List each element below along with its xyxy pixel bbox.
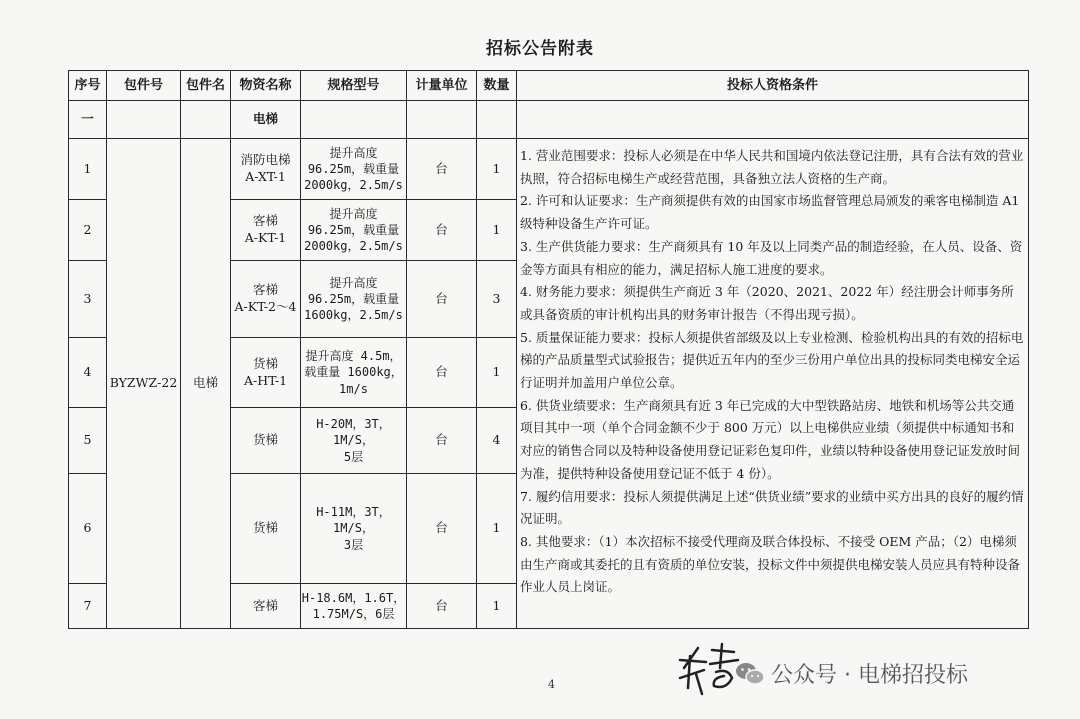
page-number: 4 [548,678,555,691]
section-name: 电梯 [231,101,301,139]
header-cell: 包件号 [107,71,181,101]
item-qty: 1 [477,474,517,584]
row-no: 2 [69,200,107,261]
bid-table [68,70,1029,629]
item-qty: 3 [477,261,517,338]
item-spec: 提升高度 96.25m，载重量 1600kg，2.5m/s [301,261,407,338]
qualification-item: 1. 营业范围要求：投标人必须是在中华人民共和国境内依法登记注册，具有合法有效的营业执照，符合招标电梯生产或经营范围，具备独立法人资格的生产商。 [520,148,1024,186]
header-row [69,71,1029,101]
qualification-item: 2. 许可和认证要求：生产商须提供有效的由国家市场监督管理总局颁发的乘客电梯制造 A1 级特种设备生产许可证。 [520,193,1020,232]
row-no: 6 [69,474,107,584]
header-cell: 规格型号 [301,71,407,101]
wechat-icon [735,661,765,687]
item-name: 货梯 [231,408,301,474]
header-cell: 物资名称 [231,71,301,101]
item-unit: 台 [407,408,477,474]
item-spec: 提升高度 4.5m， 载重量 1600kg， 1m/s [301,338,407,408]
header-cell: 包件名 [181,71,231,101]
qualification-item: 4. 财务能力要求：须提供生产商近 3 年（2020、2021、2022 年）经注册会计师事务所或具备资质的审计机构出具的财务审计报告（不得出现亏损）。 [520,284,1014,322]
header-cell: 计量单位 [407,71,477,101]
item-name: 客梯 A-KT-1 [231,200,301,261]
item-unit: 台 [407,139,477,200]
qualification-item: 3. 生产供货能力要求：生产商须具有 10 年及以上同类产品的制造经验，在人员、设备、资金等方面具有相应的能力，满足招标人施工进度的要求。 [520,238,1023,277]
row-no: 7 [69,584,107,629]
table-row [69,139,1029,200]
section-row [69,101,1029,139]
item-name: 消防电梯 A-XT-1 [231,139,301,200]
item-name: 货梯 [231,474,301,584]
item-unit: 台 [407,584,477,629]
header-cell: 数量 [477,71,517,101]
header-cell: 投标人资格条件 [517,71,1029,101]
item-spec: H-11M，3T，1M/S， 3层 [301,474,407,584]
qualification-item: 7. 履约信用要求：投标人须提供满足上述“供货业绩”要求的业绩中买方出具的良好的履约情况证明。 [520,488,1024,527]
item-spec: 提升高度 96.25m，载重量 2000kg，2.5m/s [301,200,407,261]
item-unit: 台 [407,474,477,584]
header-cell: 序号 [69,71,107,101]
qualifications-cell [517,139,1029,629]
item-spec: H-20M，3T，1M/S， 5层 [301,408,407,474]
item-qty: 1 [477,584,517,629]
item-spec: 提升高度 96.25m，载重量 2000kg，2.5m/s [301,139,407,200]
watermark [735,658,968,689]
section-no: 一 [69,101,107,139]
qualification-item: 8. 其他要求：（1）本次招标不接受代理商及联合体投标、不接受 OEM 产品；（2）电梯须由生产商或其委托的且有资质的单位安装，投标文件中须提供电梯安装人员应具有特种设备作业人员上岗证。 [520,533,1021,595]
item-qty: 4 [477,408,517,474]
item-name: 客梯 A-KT-2～4 [231,261,301,338]
row-no: 5 [69,408,107,474]
item-qty: 1 [477,139,517,200]
qualification-item: 6. 供货业绩要求：生产商须具有近 3 年已完成的大中型铁路站房、地铁和机场等公共交通项目其中一项（单个合同金额不少于 800 万元）以上电梯供应业绩（须提供中标通知书和对应的销售合同以及特种设备使用登记证彩色复印件，业绩以特种设备使用登记证发放时间为准，提供特种设备使用登记证不低于 4 份）。 [520,397,1021,481]
item-unit: 台 [407,261,477,338]
item-qty: 1 [477,200,517,261]
item-qty: 1 [477,338,517,408]
watermark-text: 公众号 · 电梯招投标 [771,663,968,688]
qualification-item: 5. 质量保证能力要求：投标人须提供省部级及以上专业检测、检验机构出具的有效的招标电梯的产品质量型式试验报告；提供近五年内的至少三份用户单位出具的投标同类电梯安全运行证明并加盖用户单位公章。 [520,329,1024,391]
page-title: 招标公告附表 [486,39,594,59]
package-name: 电梯 [181,139,231,629]
row-no: 3 [69,261,107,338]
row-no: 1 [69,139,107,200]
item-unit: 台 [407,200,477,261]
package-no: BYZWZ-22 [107,139,181,629]
item-name: 客梯 [231,584,301,629]
item-unit: 台 [407,338,477,408]
item-name: 货梯 A-HT-1 [231,338,301,408]
item-spec: H-18.6M，1.6T， 1.75M/S，6层 [301,584,407,629]
row-no: 4 [69,338,107,408]
